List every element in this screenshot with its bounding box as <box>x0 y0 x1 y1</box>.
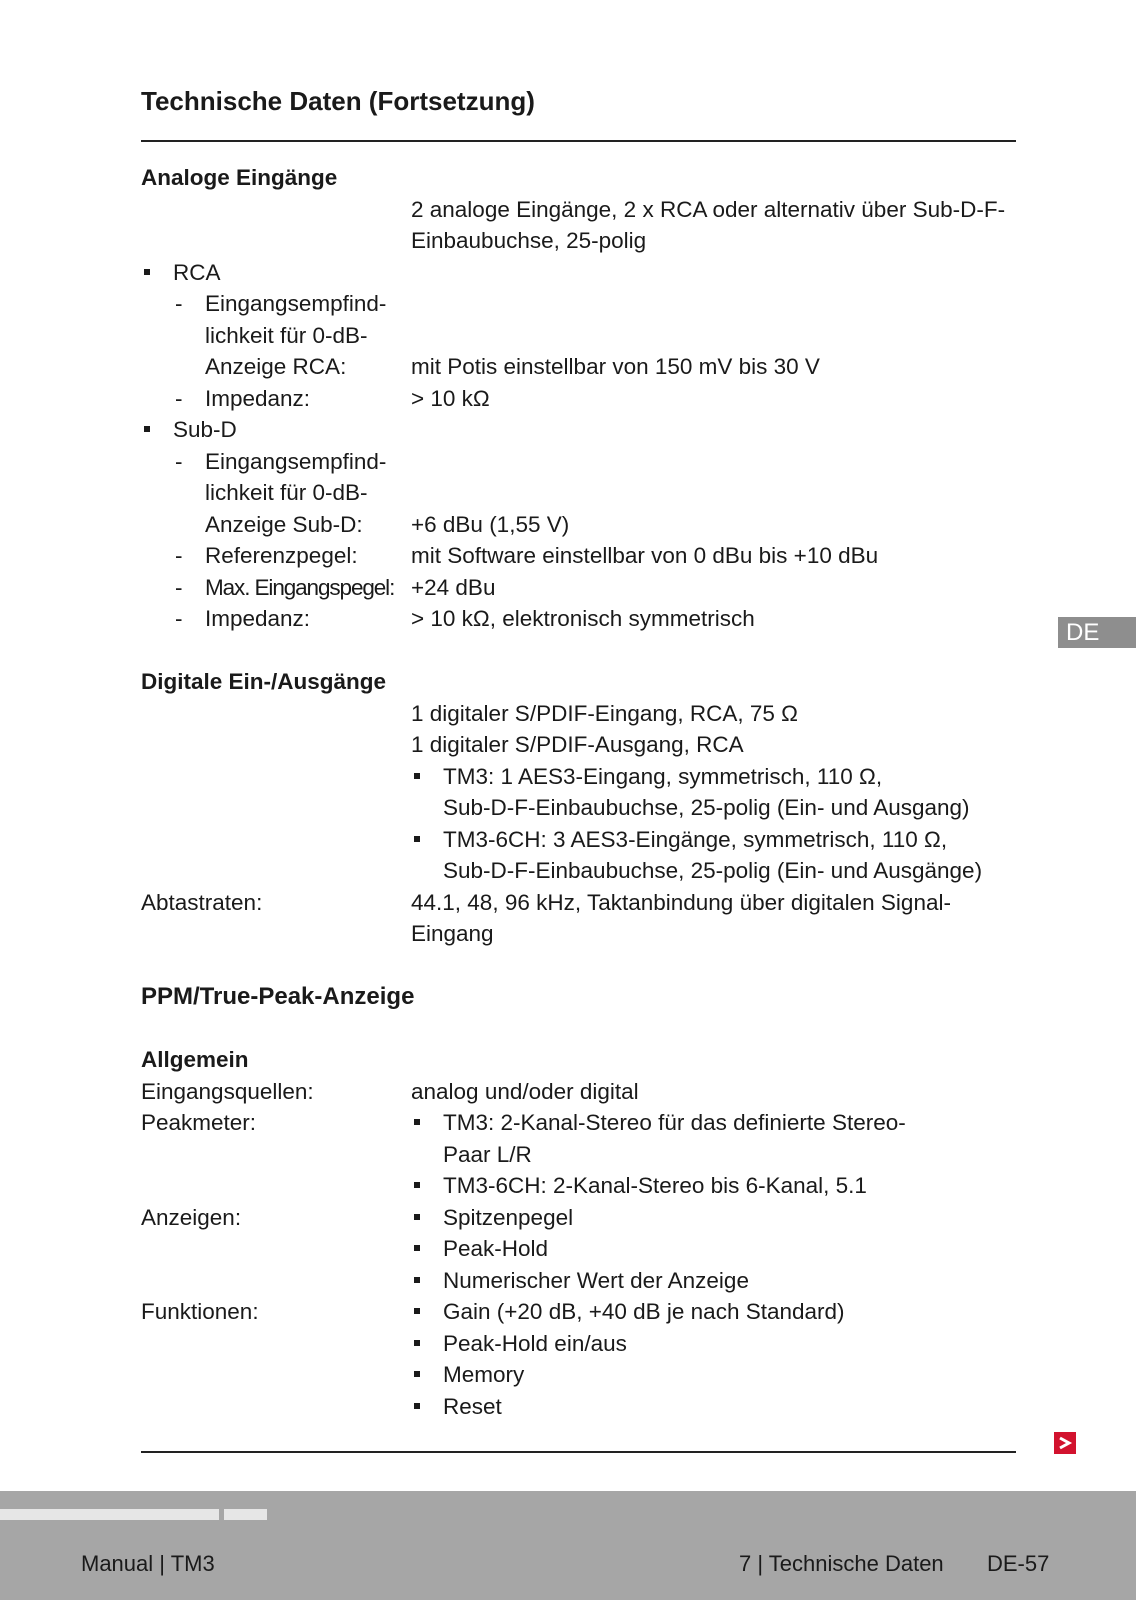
footer-manual-title: Manual | TM3 <box>81 1551 215 1576</box>
func-item: Peak-Hold ein/aus <box>411 1328 1021 1360</box>
bullet-icon <box>144 426 150 432</box>
bullet-icon <box>144 269 150 275</box>
peak-tm36: TM3-6CH: 2-Kanal-Stereo bis 6-Kanal, 5.1 <box>411 1170 1021 1202</box>
func-item: Memory <box>411 1359 1021 1391</box>
peak-tm3-2: Paar L/R <box>443 1141 532 1167</box>
digital-line-2: 1 digitaler S/PDIF-Ausgang, RCA <box>411 732 744 757</box>
subd-sens-label-3: Anzeige Sub-D: <box>205 511 363 537</box>
rca-sens-label-2: lichkeit für 0-dB- <box>205 322 368 348</box>
dash-icon: - <box>175 448 183 474</box>
sources-value: analog und/oder digital <box>411 1078 639 1104</box>
progress-bar-segment <box>0 1509 219 1520</box>
peak-tm3-1: TM3: 2-Kanal-Stereo für das definierte Stereo- <box>411 1107 1021 1139</box>
disp-item: Peak-Hold <box>411 1233 1021 1265</box>
footer-page-number: DE-57 <box>987 1551 1050 1576</box>
rca-imp-label: Impedanz: <box>205 385 311 411</box>
dash-icon: - <box>175 574 183 600</box>
subd-imp-label: Impedanz: <box>205 606 311 631</box>
digital-tm3-1: TM3: 1 AES3-Eingang, symmetrisch, 110 Ω, <box>411 761 1021 793</box>
analog-intro-1: 2 analoge Eingänge, 2 x RCA oder alternativ über Sub-D-F- <box>411 196 1006 222</box>
dash-icon: - <box>175 385 183 411</box>
footer-rule <box>141 1451 1016 1453</box>
func-item: Reset <box>411 1391 1021 1423</box>
rca-sens-label-1: Eingangsempfind- <box>205 291 387 316</box>
list-item-subd <box>141 414 1021 446</box>
rate-label: Abtastraten: <box>141 889 263 915</box>
subd-sens-value: +6 dBu (1,55 V) <box>411 511 570 537</box>
rca-label: RCA <box>173 259 221 285</box>
rate-value-1: 44.1, 48, 96 kHz, Taktanbindung über digitalen Signal- <box>411 889 951 915</box>
section-title-analog: Analoge Eingänge <box>141 165 338 190</box>
subd-sens-label-1: Eingangsempfind- <box>205 448 387 474</box>
digital-tm36-1: TM3-6CH: 3 AES3-Eingänge, symmetrisch, 110 Ω, <box>411 824 1021 856</box>
footer-section: 7 | Technische Daten <box>739 1551 944 1576</box>
analog-intro-2: Einbaubuchse, 25-polig <box>411 228 647 253</box>
dash-icon: - <box>175 606 183 631</box>
section-title-ppm: PPM/True-Peak-Anzeige <box>141 983 415 1010</box>
func-item: Gain (+20 dB, +40 dB je nach Standard) <box>411 1296 1021 1328</box>
page-footer <box>0 1491 1136 1600</box>
chevron-right-icon <box>1057 1436 1073 1450</box>
digital-tm36-2: Sub-D-F-Einbaubuchse, 25-polig (Ein- und Ausgänge) <box>443 858 983 883</box>
subd-max-label: Max. Eingangspegel: <box>205 574 395 600</box>
spec-content <box>141 162 1021 1422</box>
dash-icon: - <box>175 291 183 316</box>
section-title-general: Allgemein <box>141 1047 249 1072</box>
disp-label: Anzeigen: <box>141 1204 242 1230</box>
rca-sens-value: mit Potis einstellbar von 150 mV bis 30 V <box>411 354 820 379</box>
subd-imp-value: > 10 kΩ, elektronisch symmetrisch <box>411 606 755 631</box>
digital-tm3-2: Sub-D-F-Einbaubuchse, 25-polig (Ein- und Ausgang) <box>443 795 970 820</box>
subd-ref-value: mit Software einstellbar von 0 dBu bis +10 dBu <box>411 543 879 568</box>
header-rule <box>141 140 1016 142</box>
page-title: Technische Daten (Fortsetzung) <box>141 86 535 116</box>
disp-item: Numerischer Wert der Anzeige <box>411 1265 1021 1297</box>
dash-icon: - <box>175 543 183 568</box>
digital-line-1: 1 digitaler S/PDIF-Eingang, RCA, 75 Ω <box>411 700 798 726</box>
list-item-rca <box>141 257 1021 289</box>
rca-sens-label-3: Anzeige RCA: <box>205 354 347 379</box>
disp-item: Spitzenpegel <box>411 1202 1021 1234</box>
subd-max-value: +24 dBu <box>411 574 496 600</box>
subd-label: Sub-D <box>173 417 237 442</box>
section-title-digital: Digitale Ein-/Ausgänge <box>141 669 387 694</box>
rca-imp-value: > 10 kΩ <box>411 385 490 411</box>
peak-label: Peakmeter: <box>141 1110 257 1135</box>
subd-sens-label-2: lichkeit für 0-dB- <box>205 480 368 505</box>
language-tab[interactable]: DE <box>1058 617 1136 648</box>
subd-ref-label: Referenzpegel: <box>205 543 358 568</box>
next-page-arrow-icon[interactable] <box>1054 1432 1076 1454</box>
sources-label: Eingangsquellen: <box>141 1078 314 1104</box>
func-label: Funktionen: <box>141 1299 259 1324</box>
progress-bar-segment <box>224 1509 267 1520</box>
rate-value-2: Eingang <box>411 921 494 946</box>
